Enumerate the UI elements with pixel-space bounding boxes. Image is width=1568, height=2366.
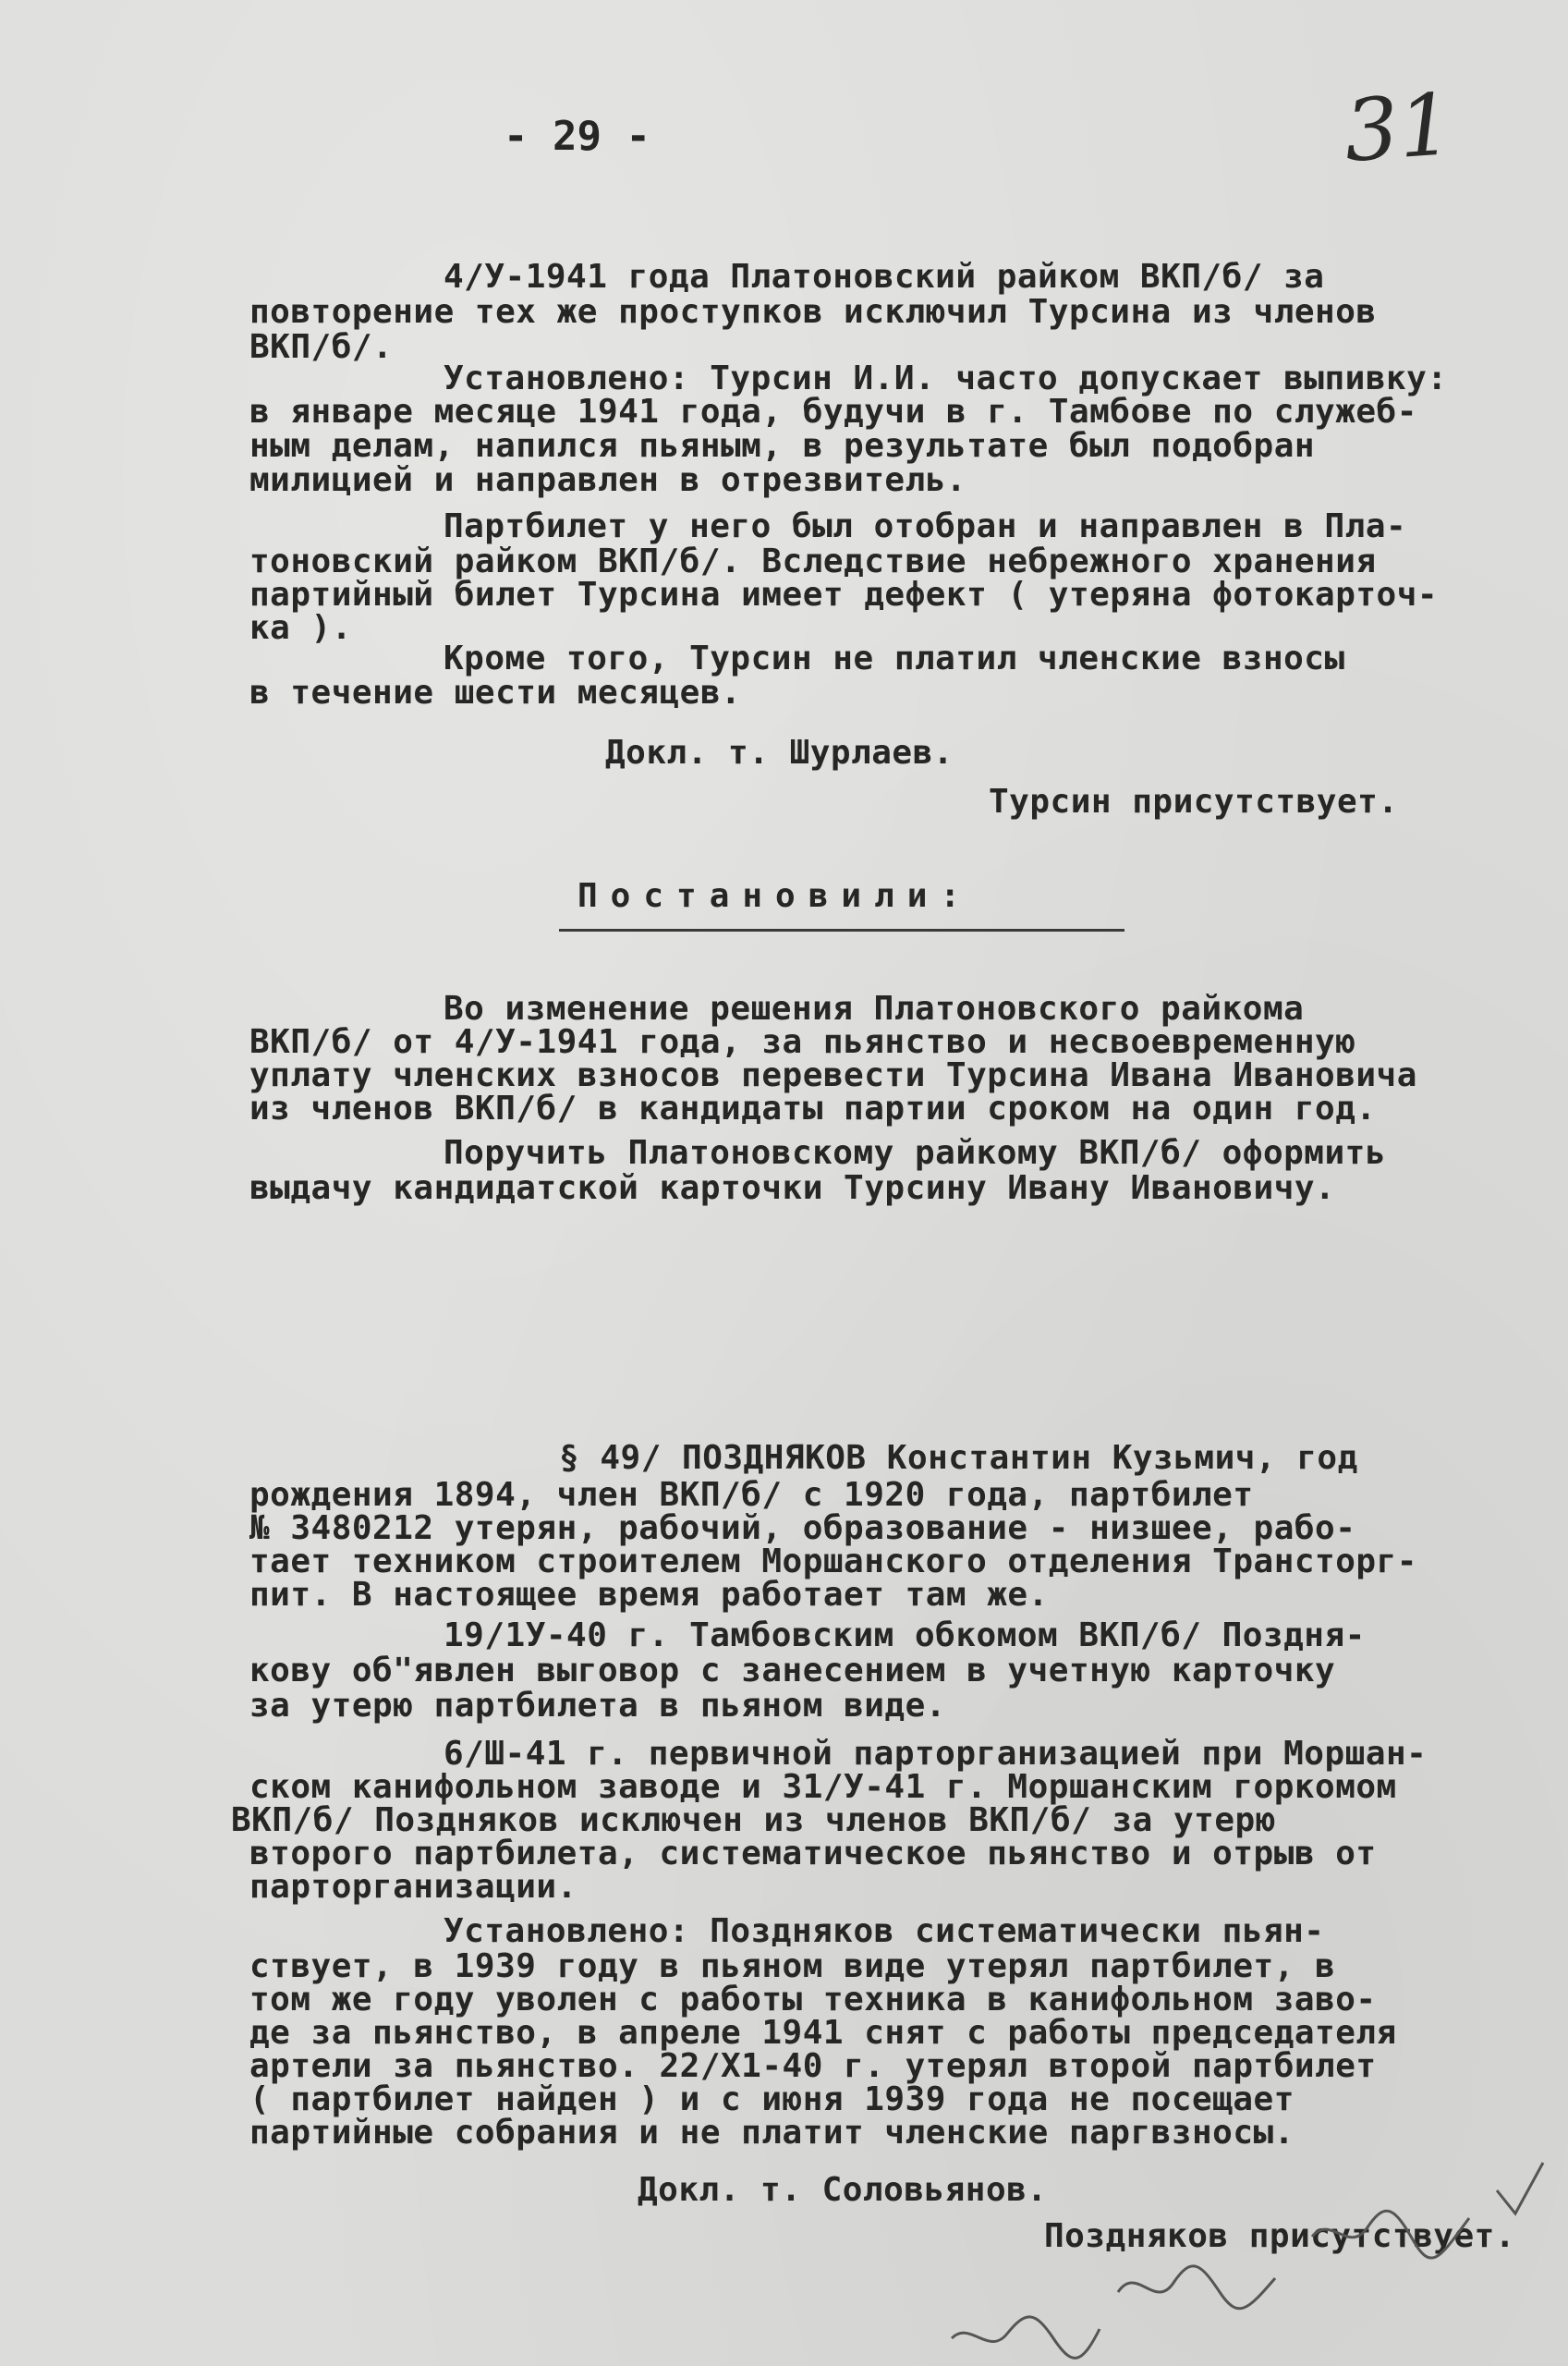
case1-line: милицией и направлен в отрезвитель.	[249, 461, 967, 499]
case1-line: в течение шести месяцев.	[249, 674, 742, 712]
case2-line: № 3480212 утерян, рабочий, образование - низшее, рабо-	[249, 1509, 1356, 1547]
case2-line: ствует, в 1939 году в пьяном виде утерял партбилет, в	[249, 1947, 1336, 1985]
case2-line: ВКП/б/ Поздняков исключен из членов ВКП/б/ за утерю	[231, 1801, 1276, 1839]
case1-line: Кроме того, Турсин не платил членские взносы	[444, 640, 1345, 677]
case2-reporter: Докл. т. Соловьянов.	[638, 2171, 1048, 2209]
case2-line: парторганизации.	[249, 1868, 577, 1906]
case1-line: Установлено: Турсин И.И. часто допускает выпивку:	[444, 360, 1448, 397]
case1-line: в январе месяце 1941 года, будучи в г. Тамбове по служеб-	[249, 393, 1417, 431]
case1-line: ВКП/б/.	[249, 328, 394, 366]
resolution-line: Во изменение решения Платоновского райкома	[444, 990, 1305, 1028]
case1-line: Партбилет у него был отобран и направлен в Пла-	[444, 507, 1407, 545]
case2-line: том же году уволен с работы техника в канифольном заво-	[249, 1981, 1377, 2018]
case2-line: Установлено: Поздняков систематически пьян-	[444, 1912, 1325, 1950]
case2-line: тает техником строителем Моршанского отделения Трансторг-	[249, 1543, 1417, 1580]
case2-line: кову об"явлен выговор с занесением в учетную карточку	[249, 1652, 1336, 1689]
case2-presence: Поздняков присутствует.	[1044, 2217, 1515, 2255]
case2-line: рождения 1894, член ВКП/б/ с 1920 года, партбилет	[249, 1476, 1254, 1514]
handwritten-signature-icon	[924, 2126, 1552, 2366]
case1-reporter: Докл. т. Шурлаев.	[605, 734, 954, 772]
resolution-line: выдачу кандидатской карточки Турсину Ивану Ивановичу.	[249, 1169, 1336, 1207]
case2-line: 19/1У-40 г. Тамбовским обкомом ВКП/б/ Поздня-	[444, 1616, 1366, 1654]
case1-presence: Турсин присутствует.	[989, 783, 1399, 821]
case1-line: 4/У-1941 года Платоновский райком ВКП/б/ за	[444, 258, 1325, 296]
resolved-heading: Постановили:	[577, 877, 974, 915]
page-number: - 29 -	[504, 113, 650, 160]
case1-line: повторение тех же проступков исключил Турсина из членов	[249, 293, 1377, 331]
case1-line: ным делам, напился пьяным, в результате был подобран	[249, 427, 1316, 465]
case2-line: артели за пьянство. 22/Х1-40 г. утерял второй партбилет	[249, 2047, 1377, 2085]
case1-line: тоновский райком ВКП/б/. Вследствие небрежного хранения	[249, 543, 1377, 580]
case2-line: ( партбилет найден ) и с июня 1939 года не посещает	[249, 2080, 1295, 2118]
case2-line: второго партбилета, систематическое пьянство и отрыв от	[249, 1835, 1377, 1872]
case1-line: партийный билет Турсина имеет дефект ( утеряна фотокарточ-	[249, 576, 1439, 614]
case2-line: за утерю партбилета в пьяном виде.	[249, 1687, 946, 1725]
case2-line: пит. В настоящее время работает там же.	[249, 1576, 1049, 1614]
case2-line: 6/Ш-41 г. первичной парторганизацией при Моршан-	[444, 1735, 1428, 1773]
case2-line: ском канифольном заводе и 31/У-41 г. Моршанским горкомом	[249, 1768, 1397, 1806]
resolution-line: уплату членских взносов перевести Турсина Ивана Ивановича	[249, 1056, 1417, 1094]
case2-line: § 49/ ПОЗДНЯКОВ Константин Кузьмич, год	[559, 1439, 1358, 1477]
case2-line: де за пьянство, в апреле 1941 снят с работы председателя	[249, 2014, 1397, 2052]
case1-line: ка ).	[249, 609, 352, 647]
archive-page-number: 31	[1341, 75, 1456, 181]
heading-underline	[559, 929, 1124, 932]
resolution-line: ВКП/б/ от 4/У-1941 года, за пьянство и несвоевременную	[249, 1023, 1356, 1061]
resolution-line: Поручить Платоновскому райкому ВКП/б/ оформить	[444, 1134, 1386, 1172]
case2-line: партийные собрания и не платит членские паргвзносы.	[249, 2114, 1295, 2152]
resolution-line: из членов ВКП/б/ в кандидаты партии сроком на один год.	[249, 1090, 1377, 1128]
